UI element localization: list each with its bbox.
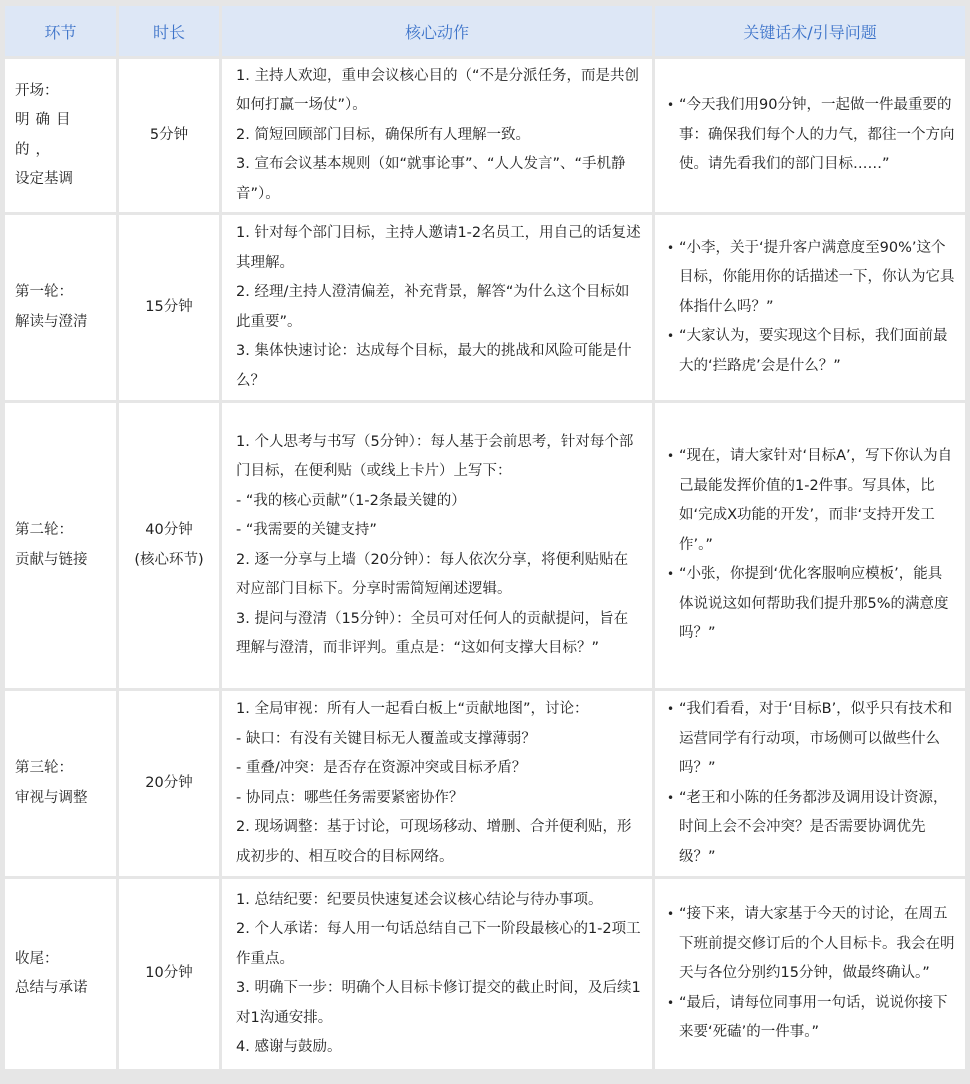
header-actions: 核心动作: [222, 6, 652, 56]
quotes-cell: [655, 215, 965, 400]
quotes-cell: [655, 403, 965, 688]
quotes-cell: [655, 691, 965, 876]
quote-item: • “接下来，请大家基于今天的讨论，在周五下班前提交修订后的个人目标卡。我会在明天与各位分别约15分钟，做最终确认。”: [667, 900, 955, 989]
duration-cell: 5分钟: [119, 59, 219, 212]
duration-cell: 20分钟: [119, 691, 219, 876]
quote-item: • “小张，你提到‘优化客服响应模板’，能具体说说这如何帮助我们提升那5%的满意度吗？”: [667, 560, 955, 649]
quote-item: • “今天我们用90分钟，一起做一件最重要的事：确保我们每个人的力气，都往一个方向使。请先看我们的部门目标……”: [667, 91, 955, 180]
quotes-cell: [655, 59, 965, 212]
quote-item: • “我们看看，对于‘目标B’，似乎只有技术和运营同学有行动项，市场侧可以做些什么吗？”: [667, 695, 955, 784]
quote-item: • “大家认为，要实现这个目标，我们面前最大的‘拦路虎’会是什么？”: [667, 322, 955, 381]
quote-item: • “老王和小陈的任务都涉及调用设计资源，时间上会不会冲突？是否需要协调优先级？”: [667, 784, 955, 873]
header-duration: 时长: [119, 6, 219, 56]
duration-cell: 40分钟 (核心环节): [119, 403, 219, 688]
actions-cell: 1. 总结纪要：纪要员快速复述会议核心结论与待办事项。 2. 个人承诺：每人用一句话总结自己下一阶段最核心的1-2项工作重点。 3. 明确下一步：明确个人目标卡修订提交的截止时间，及后续1对1沟通安排。 4. 感谢与鼓励。: [222, 879, 652, 1069]
duration-cell: 10分钟: [119, 879, 219, 1069]
table-row: [5, 879, 965, 1069]
header-stage: 环节: [5, 6, 116, 56]
table-row: [5, 691, 965, 876]
quote-item: • “小李，关于‘提升客户满意度至90%’这个目标，你能用你的话描述一下，你认为它具体指什么吗？”: [667, 234, 955, 323]
quote-item: • “最后，请每位同事用一句话，说说你接下来要‘死磕’的一件事。”: [667, 989, 955, 1048]
stage-cell: 第二轮： 贡献与链接: [5, 403, 116, 688]
quote-item: • “现在，请大家针对‘目标A’，写下你认为自己最能发挥价值的1-2件事。写具体，比如‘完成X功能的开发’，而非‘支持开发工作’。”: [667, 442, 955, 560]
quotes-cell: [655, 879, 965, 1069]
actions-cell: 1. 全局审视：所有人一起看白板上“贡献地图”，讨论： - 缺口：有没有关键目标无人覆盖或支撑薄弱？ - 重叠/冲突：是否存在资源冲突或目标矛盾？ - 协同点：哪些任务需要紧密协作？ 2. 现场调整：基于讨论，可现场移动、增删、合并便利贴，形成初步的、相互咬合的目标网络。: [222, 691, 652, 876]
stage-cell: 开场： 明确目的， 设定基调: [5, 59, 116, 212]
meeting-agenda-table: [2, 3, 968, 1072]
table-header-row: [5, 6, 965, 56]
duration-cell: 15分钟: [119, 215, 219, 400]
stage-cell: 第三轮： 审视与调整: [5, 691, 116, 876]
table-row: [5, 403, 965, 688]
table-row: [5, 215, 965, 400]
actions-cell: 1. 针对每个部门目标，主持人邀请1-2名员工，用自己的话复述其理解。 2. 经理/主持人澄清偏差，补充背景，解答“为什么这个目标如此重要”。 3. 集体快速讨论：达成每个目标，最大的挑战和风险可能是什么？: [222, 215, 652, 400]
stage-cell: 收尾： 总结与承诺: [5, 879, 116, 1069]
header-quotes: 关键话术/引导问题: [655, 6, 965, 56]
table-row: [5, 59, 965, 212]
actions-cell: 1. 主持人欢迎，重申会议核心目的（“不是分派任务，而是共创如何打赢一场仗”）。 2. 简短回顾部门目标，确保所有人理解一致。 3. 宣布会议基本规则（如“就事论事”、“人人发言”、“手机静音”）。: [222, 59, 652, 212]
stage-cell: 第一轮： 解读与澄清: [5, 215, 116, 400]
actions-cell: 1. 个人思考与书写（5分钟）：每人基于会前思考，针对每个部门目标，在便利贴（或线上卡片）上写下： - “我的核心贡献”（1-2条最关键的） - “我需要的关键支持” 2. 逐一分享与上墙（20分钟）：每人依次分享，将便利贴贴在对应部门目标下。分享时需简短阐述逻辑。 3. 提问与澄清（15分钟）：全员可对任何人的贡献提问，旨在理解与澄清，而非评判。重点是：“这如何支撑大目标？”: [222, 403, 652, 688]
